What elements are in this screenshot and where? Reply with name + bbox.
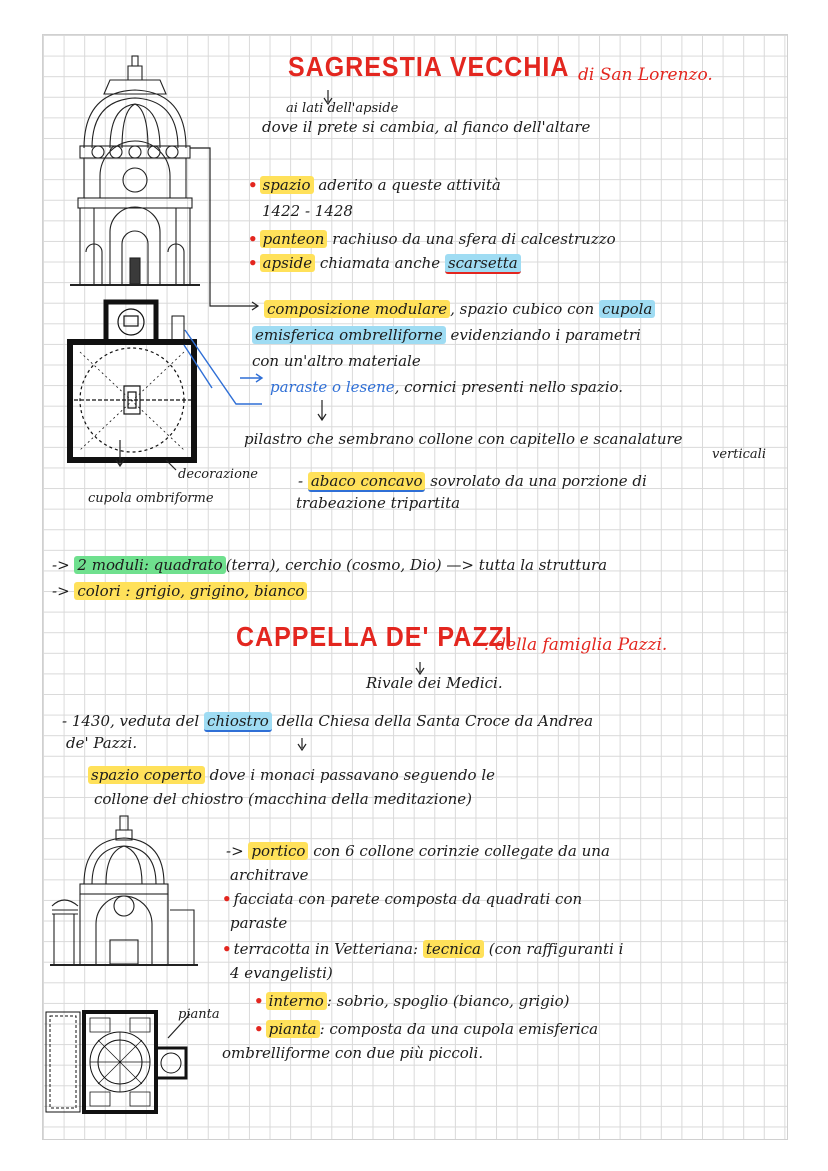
colori-line: -> colori : grigio, grigino, bianco bbox=[52, 582, 307, 600]
spazio-coperto-line2: collone del chiostro (macchina della meditazione) bbox=[94, 790, 473, 808]
interno-line: • interno : sobrio, spoglio (bianco, grigio) bbox=[254, 992, 570, 1010]
pazzi-subtitle: : della famiglia Pazzi. bbox=[484, 635, 668, 655]
pazzi-line1: - 1430, veduta del chiostro della Chiesa della Santa Croce da Andrea bbox=[62, 712, 594, 730]
pazzi-line2: de' Pazzi. bbox=[66, 734, 138, 752]
spazio-coperto-line: spazio coperto dove i monaci passavano seguendo le bbox=[88, 766, 495, 784]
label-cupola: cupola ombriforme bbox=[88, 491, 214, 506]
note-apside: ai lati dell'apside bbox=[286, 101, 399, 116]
pianta-line2: ombrelliforme con due più piccoli. bbox=[222, 1044, 484, 1062]
bullet-panteon: • panteon rachiuso da una sfera di calcestruzzo bbox=[248, 230, 616, 248]
pazzi-plan-drawing bbox=[44, 1006, 192, 1126]
facciata-line: • facciata con parete composta da quadrati con bbox=[222, 890, 583, 908]
composizione-line2: emisferica ombrelliforne evidenziando i parametri bbox=[252, 326, 641, 344]
pilastro-verticali: verticali bbox=[712, 447, 766, 462]
label-decorazione: decorazione bbox=[178, 467, 258, 482]
label-pianta: pianta bbox=[178, 1007, 220, 1022]
facciata-line2: paraste bbox=[230, 914, 288, 932]
terracotta-line2: 4 evangelisti) bbox=[230, 964, 333, 982]
pazzi-title: CAPPELLA DE' PAZZI bbox=[236, 621, 513, 653]
bullet-apside: • apside chiamata anche scarsetta bbox=[248, 254, 521, 272]
terracotta-line: • terracotta in Vetteriana: tecnica (con raffiguranti i bbox=[222, 940, 624, 958]
composizione-line1: composizione modulare , spazio cubico con cupola bbox=[264, 300, 655, 318]
sagrestia-subtitle: di San Lorenzo. bbox=[578, 65, 713, 85]
portico-line2: architrave bbox=[230, 866, 309, 884]
pilastro-line: pilastro che sembrano collone con capitello e scanalature bbox=[244, 430, 683, 448]
abaco-line2: trabeazione tripartita bbox=[296, 494, 461, 512]
portico-line: -> portico con 6 collone corinzie collegate da una bbox=[226, 842, 610, 860]
abaco-line: - abaco concavo sovrolato da una porzione di bbox=[298, 472, 647, 490]
composizione-line3: con un'altro materiale bbox=[252, 352, 421, 370]
pazzi-section-drawing bbox=[50, 814, 198, 970]
pianta-line: • pianta : composta da una cupola emisferica bbox=[254, 1020, 599, 1038]
years: 1422 - 1428 bbox=[262, 202, 353, 220]
sagrestia-title: SAGRESTIA VECCHIA bbox=[288, 51, 570, 83]
note-prete: dove il prete si cambia, al fianco dell'altare bbox=[262, 118, 591, 136]
bullet-spazio: • spazio aderito a queste attività bbox=[248, 176, 501, 194]
rivale-line: Rivale dei Medici. bbox=[366, 674, 503, 692]
paraste-line: paraste o lesene, cornici presenti nello spazio. bbox=[270, 378, 624, 396]
moduli-line: -> 2 moduli: quadrato (terra), cerchio (cosmo, Dio) —> tutta la struttura bbox=[52, 556, 608, 574]
